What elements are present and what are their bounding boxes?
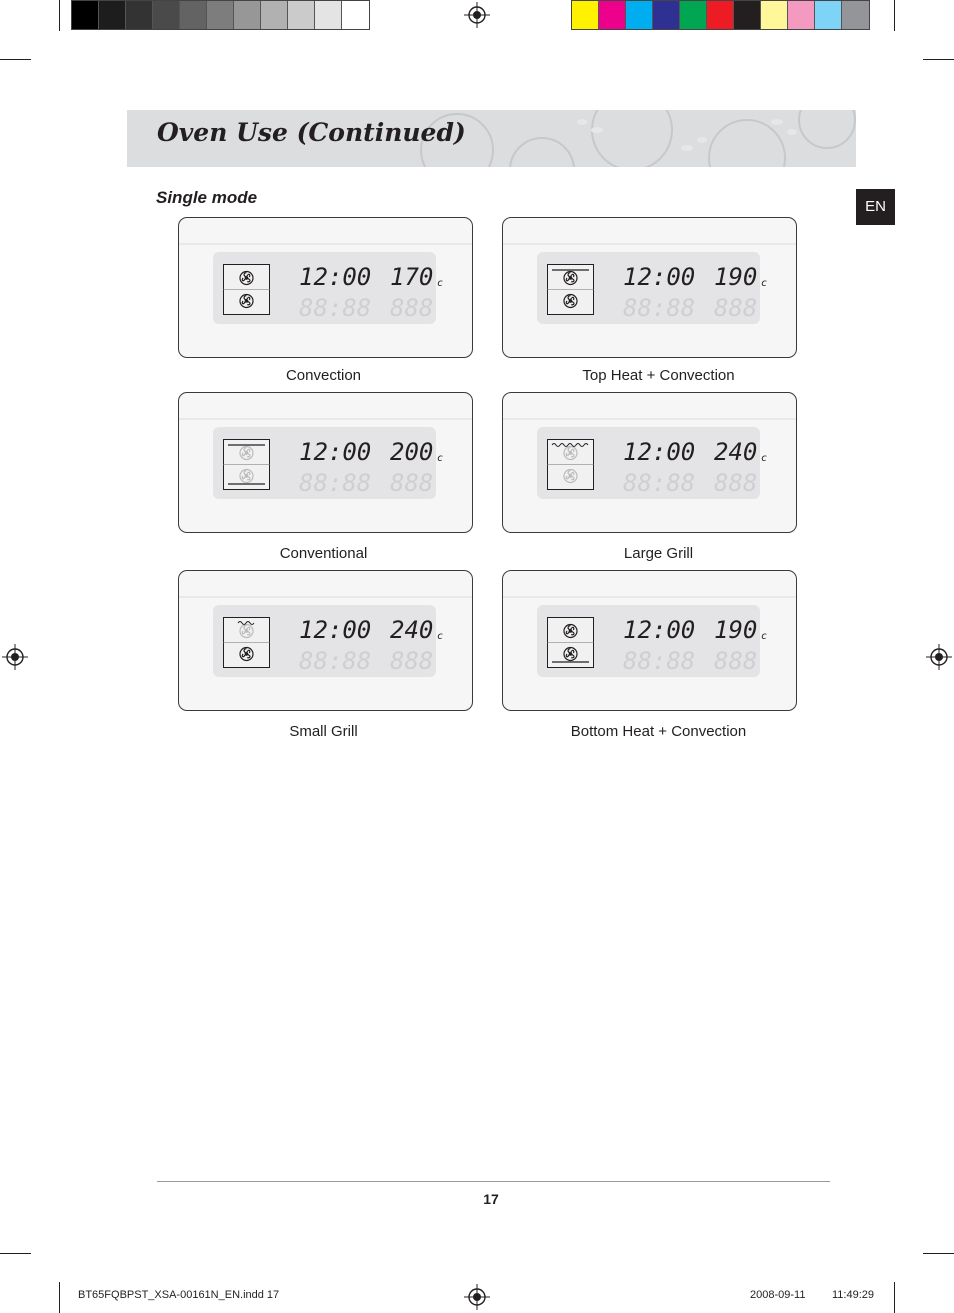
calibration-swatch xyxy=(180,1,207,29)
lcd-ghost-segments: 88:88 xyxy=(299,294,372,317)
oven-display-panel xyxy=(178,217,473,358)
footer-rule xyxy=(157,1181,830,1182)
language-badge: EN xyxy=(856,189,895,225)
conventional-top-bottom-heat-icon xyxy=(223,439,270,490)
calibration-swatch xyxy=(599,1,626,29)
lcd-ghost-segments: 888 xyxy=(390,469,434,492)
crop-mark xyxy=(59,0,60,31)
lcd-ghost-segments: 88:88 xyxy=(623,294,696,317)
mode-icon-frame xyxy=(547,439,594,490)
temperature-unit: c xyxy=(761,631,768,642)
temperature-readout: 170 xyxy=(390,263,434,291)
lcd-digits xyxy=(297,615,447,670)
calibration-swatch xyxy=(315,1,342,29)
large-grill-icon xyxy=(547,439,594,490)
calibration-swatch xyxy=(234,1,261,29)
panel-caption: Bottom Heat + Convection xyxy=(570,723,747,740)
lcd-ghost-segments: 88:88 xyxy=(299,469,372,492)
small-grill-icon xyxy=(223,617,270,668)
slug-date: 2008-09-11 xyxy=(750,1289,806,1301)
crop-mark xyxy=(0,1253,31,1254)
mode-icon-frame xyxy=(223,264,270,315)
calibration-swatch xyxy=(680,1,707,29)
slug-time: 11:49:29 xyxy=(832,1289,875,1301)
calibration-swatch xyxy=(99,1,126,29)
temperature-readout: 240 xyxy=(390,616,434,644)
calibration-swatch xyxy=(342,1,369,29)
grayscale-calibration-bar xyxy=(71,0,370,30)
calibration-swatch xyxy=(815,1,842,29)
section-title: Single mode xyxy=(156,188,258,207)
calibration-swatch xyxy=(288,1,315,29)
panel-caption: Top Heat + Convection xyxy=(582,367,735,384)
temperature-unit: c xyxy=(437,278,444,289)
color-calibration-bar xyxy=(571,0,870,30)
registration-mark-icon xyxy=(464,2,490,28)
lcd-ghost-segments: 888 xyxy=(714,469,758,492)
lcd-ghost-segments: 888 xyxy=(714,294,758,317)
lcd-ghost-segments: 88:88 xyxy=(623,647,696,670)
section-header-band xyxy=(127,110,856,167)
calibration-swatch xyxy=(126,1,153,29)
lcd-ghost-segments: 888 xyxy=(390,294,434,317)
calibration-swatch xyxy=(207,1,234,29)
lcd-ghost-segments: 888 xyxy=(714,647,758,670)
panel-caption: Conventional xyxy=(279,545,368,562)
panel-caption: Large Grill xyxy=(623,545,694,562)
mode-icon-frame xyxy=(547,264,594,315)
temperature-unit: c xyxy=(437,631,444,642)
temperature-readout: 190 xyxy=(714,263,758,291)
top-heat-convection-icon xyxy=(547,264,594,315)
lcd-digits xyxy=(621,262,771,317)
calibration-swatch xyxy=(761,1,788,29)
calibration-swatch xyxy=(572,1,599,29)
oven-display-panel xyxy=(178,570,473,711)
clock-readout: 12:00 xyxy=(299,263,372,291)
crop-mark xyxy=(0,59,31,60)
registration-mark-icon xyxy=(2,644,28,670)
clock-readout: 12:00 xyxy=(623,438,696,466)
crop-mark xyxy=(894,1282,895,1313)
crop-mark xyxy=(923,1253,954,1254)
calibration-swatch xyxy=(626,1,653,29)
temperature-unit: c xyxy=(437,453,444,464)
clock-readout: 12:00 xyxy=(623,263,696,291)
calibration-swatch xyxy=(842,1,869,29)
slug-filename: BT65FQBPST_XSA-00161N_EN.indd 17 xyxy=(78,1289,280,1301)
clock-readout: 12:00 xyxy=(623,616,696,644)
lcd-digits xyxy=(297,262,447,317)
calibration-swatch xyxy=(707,1,734,29)
clock-readout: 12:00 xyxy=(299,616,372,644)
calibration-swatch xyxy=(788,1,815,29)
temperature-unit: c xyxy=(761,453,768,464)
oven-display-panel xyxy=(178,392,473,533)
temperature-readout: 190 xyxy=(714,616,758,644)
calibration-swatch xyxy=(734,1,761,29)
panel-caption: Convection xyxy=(285,367,362,384)
bottom-heat-convection-icon xyxy=(547,617,594,668)
temperature-readout: 240 xyxy=(714,438,758,466)
lcd-ghost-segments: 88:88 xyxy=(299,647,372,670)
mode-icon-frame xyxy=(547,617,594,668)
crop-mark xyxy=(923,59,954,60)
mode-icon-frame xyxy=(223,617,270,668)
crop-mark xyxy=(894,0,895,31)
mode-icon-frame xyxy=(223,439,270,490)
lcd-digits xyxy=(297,437,447,492)
temperature-unit: c xyxy=(761,278,768,289)
calibration-swatch xyxy=(153,1,180,29)
oven-display-panel xyxy=(502,217,797,358)
registration-mark-icon xyxy=(926,644,952,670)
calibration-swatch xyxy=(653,1,680,29)
oven-display-panel xyxy=(502,392,797,533)
lcd-ghost-segments: 88:88 xyxy=(623,469,696,492)
crop-mark xyxy=(59,1282,60,1313)
lcd-ghost-segments: 888 xyxy=(390,647,434,670)
clock-readout: 12:00 xyxy=(299,438,372,466)
lcd-digits xyxy=(621,437,771,492)
lcd-digits xyxy=(621,615,771,670)
registration-mark-icon xyxy=(464,1284,490,1310)
oven-display-panel xyxy=(502,570,797,711)
temperature-readout: 200 xyxy=(390,438,434,466)
panel-caption: Small Grill xyxy=(289,723,358,740)
page-number: 17 xyxy=(483,1191,499,1207)
calibration-swatch xyxy=(72,1,99,29)
calibration-swatch xyxy=(261,1,288,29)
convection-fan-icon xyxy=(223,264,270,315)
page-title: Oven Use (Continued) xyxy=(157,118,466,147)
